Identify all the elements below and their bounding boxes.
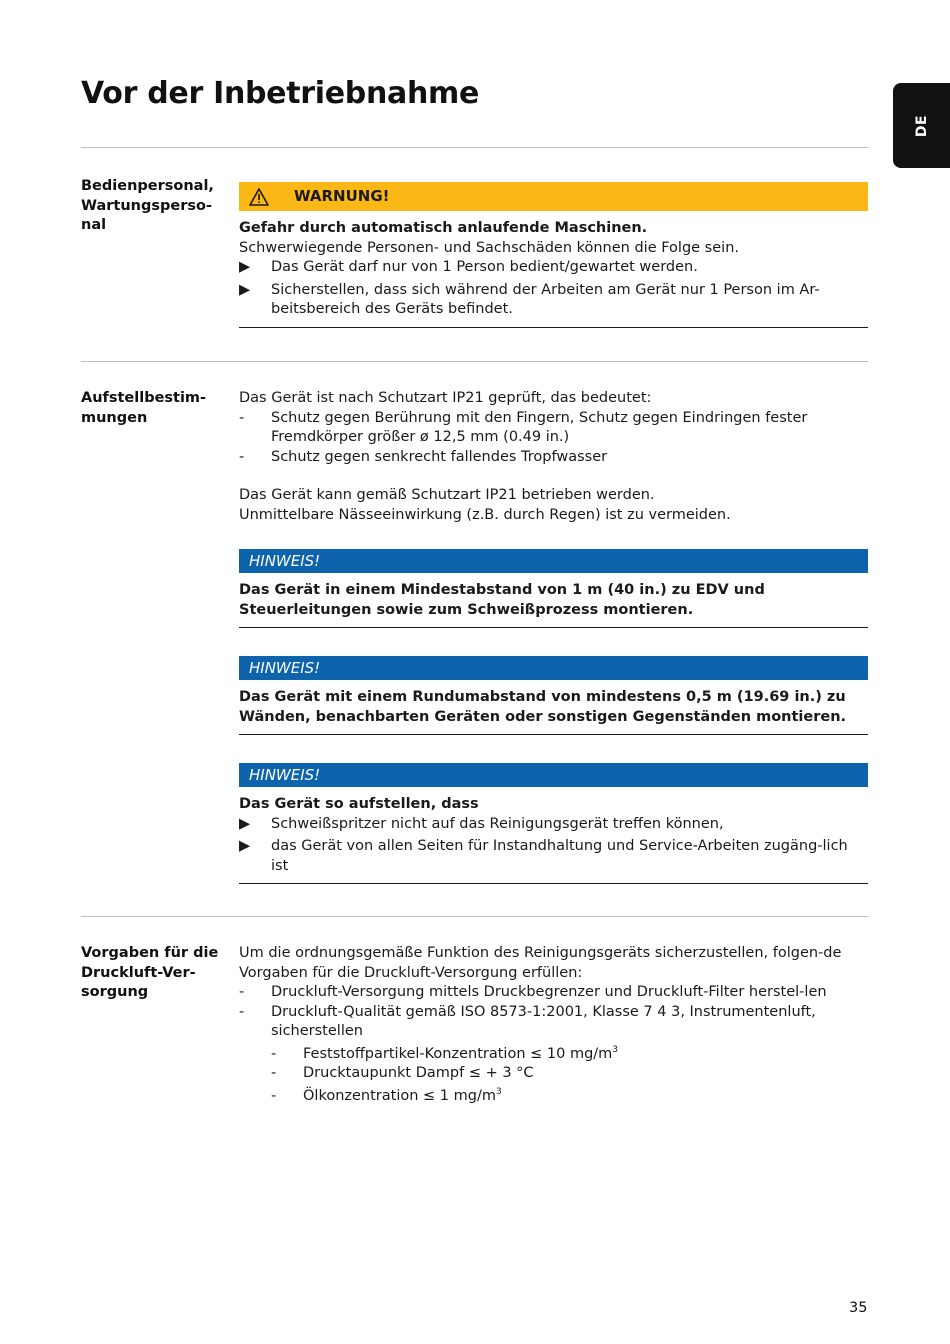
dash-marker: -: [271, 1045, 277, 1062]
page-title: Vor der Inbetriebnahme: [81, 76, 480, 111]
sub-list-item: - Ölkonzentration ≤ 1 $mg/m^3$: [271, 1087, 868, 1107]
note-block: [239, 549, 868, 628]
note-bar: HINWEIS!: [239, 549, 868, 573]
list-item: - Druckluft-Qualität gemäß ISO 8573-1:2001, Klasse 7 4 3, Instrumentenluft, sicherstellen: [239, 1003, 868, 1042]
section-content: [239, 944, 868, 1106]
list-item: - Schutz gegen Berührung mit den Fingern, Schutz gegen Eindringen fester Fremdkörper größer ø 12,5 mm (0.49 in.): [239, 409, 868, 448]
note-bar: HINWEIS!: [239, 656, 868, 680]
warning-block: [239, 182, 868, 328]
list-item: ▶ Schweißspritzer nicht auf das Reinigungsgerät treffen können,: [239, 815, 868, 835]
note-block: [239, 763, 868, 884]
language-tab-label: DE: [913, 114, 930, 137]
note-block: [239, 656, 868, 735]
warning-heading: Gefahr durch automatisch anlaufende Maschinen.: [239, 220, 648, 236]
paragraph: Um die ordnungsgemäße Funktion des Reinigungsgeräts sicherzustellen, folgen-de Vorgaben für die Druckluft-Versorgung erfüllen:: [239, 945, 842, 981]
sub-list-item: - Feststoffpartikel-Konzentration ≤ 10 $mg/m^3$: [271, 1045, 868, 1065]
bullet-arrow-icon: ▶: [239, 815, 251, 832]
dash-marker: -: [239, 1003, 245, 1020]
bullet-arrow-icon: ▶: [239, 259, 251, 275]
warning-triangle-icon: [249, 188, 269, 206]
bullet-arrow-icon: ▶: [239, 838, 251, 854]
list-item: ▶ Das Gerät darf nur von 1 Person bedient/gewartet werden.: [239, 258, 868, 278]
dash-marker: -: [271, 1065, 277, 1081]
dash-marker: -: [239, 984, 245, 1000]
divider: [81, 361, 868, 362]
list-item: - Schutz gegen senkrecht fallendes Tropfwasser: [239, 448, 868, 468]
dash-marker: -: [239, 448, 245, 465]
divider: [81, 147, 868, 148]
paragraph: Das Gerät ist nach Schutzart IP21 geprüft, das bedeutet:: [239, 390, 652, 406]
section-content: [239, 389, 868, 884]
section-content: [239, 182, 868, 328]
language-tab: [893, 83, 950, 168]
note-text: Das Gerät in einem Mindestabstand von 1 m (40 in.) zu EDV und Steuerleitungen sowie zum Schweißprozess montieren.: [239, 582, 765, 618]
sub-list-item: - Drucktaupunkt Dampf ≤ + 3 °C: [271, 1064, 868, 1084]
divider: [81, 916, 868, 917]
paragraph: Unmittelbare Nässeeinwirkung (z.B. durch Regen) ist zu vermeiden.: [239, 506, 731, 523]
bullet-arrow-icon: ▶: [239, 281, 251, 298]
paragraph: Das Gerät kann gemäß Schutzart IP21 betrieben werden.: [239, 487, 655, 503]
note-bar: HINWEIS!: [239, 763, 868, 787]
warning-bar: [239, 182, 868, 211]
list-item: - Druckluft-Versorgung mittels Druckbegrenzer und Druckluft-Filter herstel-len: [239, 983, 868, 1003]
dash-marker: -: [239, 409, 245, 426]
page-number: 35: [849, 1300, 868, 1316]
dash-marker: -: [271, 1087, 277, 1104]
section-label: Aufstellbestim- mungen: [81, 390, 207, 426]
note-heading: Das Gerät so aufstellen, dass: [239, 796, 479, 812]
warning-text: Schwerwiegende Personen- und Sachschäden können die Folge sein.: [239, 239, 739, 256]
list-item: ▶ das Gerät von allen Seiten für Instandhaltung und Service-Arbeiten zugäng-lich ist: [239, 837, 868, 876]
note-text: Das Gerät mit einem Rundumabstand von mindestens 0,5 m (19.69 in.) zu Wänden, benachbarten Geräten oder sonstigen Gegenständen montieren.: [239, 689, 847, 725]
section-label: Vorgaben für die Druckluft-Ver- sorgung: [81, 945, 219, 1000]
warning-title: WARNUNG!: [294, 186, 390, 205]
list-item: ▶ Sicherstellen, dass sich während der Arbeiten am Gerät nur 1 Person im Ar-beitsbereich des Geräts befindet.: [239, 281, 868, 320]
section-label: Bedienpersonal, Wartungsperso- nal: [81, 178, 214, 233]
